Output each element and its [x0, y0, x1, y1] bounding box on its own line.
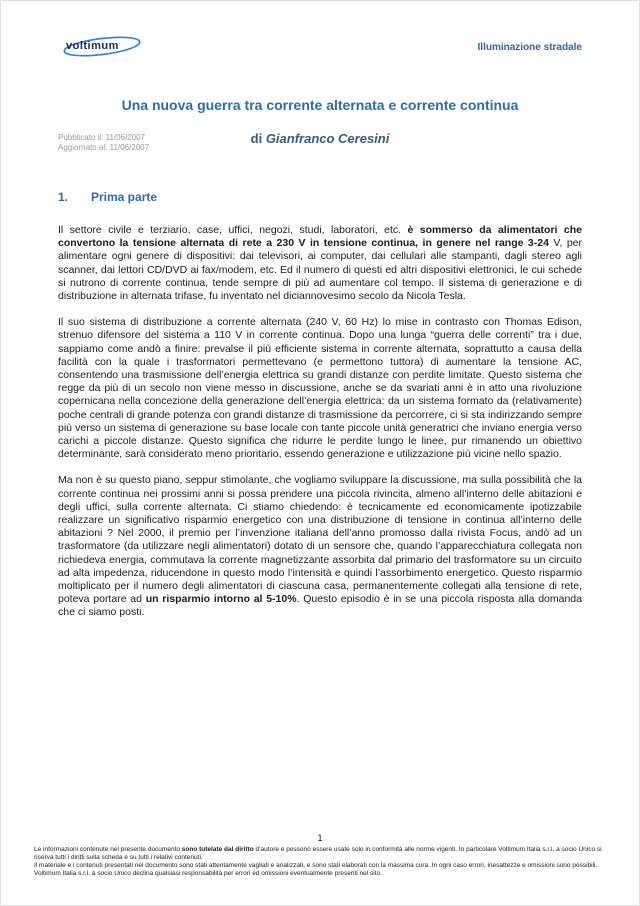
logo-wordmark: voltimum [66, 40, 119, 52]
meta-row [1, 131, 639, 157]
page-footer [34, 833, 606, 878]
paragraph-2: Il suo sistema di distribuzione a corrente alternata (240 V, 60 Hz) lo mise in contrasto con Thomas Edison, strenuo difensore del sistema a 110 V in corrente continua. Dopo una lunga “guerra delle correnti” tra i due, sappiamo come andò a finire: prevalse il più efficiente sistema in corrente alternata, soprattutto a causa della facilità con la quale i trasformatori permettevano (e permettono tuttora) di aumentare la tensione AC, consentendo una trasmissione dell’energia elettrica su grandi distanze con perdite limitate. Questo sistema che regge da più di un secolo non viene messo in discussione, anche se da svariati anni è in atto una rivoluzione copernicana nella concezione della generazione dell’energia elettrica: da un sistema formato da (relativamente) poche centrali di grande potenza con grandi distanze di trasmissione da percorrere, ci si sta indirizzando sempre più verso un sistema di generazione su base locale con tante piccole unità generatrici che inviano energia verso carichi a piccole distanze. Questo significa che ridurre le perdite lungo le linee, pur rimanendo un obiettivo determinante, sarà considerato meno prioritario, essendo generazione e utilizzazione più vicine nello spazio. [58, 316, 582, 461]
document-category: Illuminazione stradale [477, 42, 582, 53]
page-number: 1 [317, 833, 323, 843]
byline-prefix: di [250, 131, 266, 146]
legal-paragraph-2: Il materiale e i contenuti presentati nel documento sono stati attentamente vagliati e analizzati, e sono stati elaborati con la massima cura. In ogni caso errori, inesattezze e omissioni sono possibili. Voltimum Italia s.r.l. a socio Unico declina qualsiasi responsabilità per errori ed omissioni eventualmente presenti nel sito. [34, 862, 598, 877]
page-title: Una nuova guerra tra corrente alternata e corrente continua [121, 97, 519, 113]
article-body [58, 224, 582, 620]
section-number: 1. [58, 190, 69, 204]
publication-dates [58, 133, 149, 153]
paragraph-1: Il settore civile e terziario, case, uffici, negozi, studi, laboratori, etc. è sommerso da alimentatori che convertono la tensione alternata di rete a 230 V in tensione continua, in genere nel range 3-24 V, per alimentare ogni genere di dispositivi: dai televisori, ai computer, dai cellulari alle stampanti, dagli stereo agli scanner, dai lettori CD/DVD ai fax/modem, etc. Ed il numero di questi ed altri dispositivi elettronici, le cui schede si nutrono di corrente continua, tende sempre di più ad aumentare col tempo. Il sistema di generazione e di distribuzione in alternata trifase, fu inventato nel diciannovesimo secolo da Nicola Tesla. [58, 224, 582, 303]
legal-paragraph-1: Le informazioni contenute nel presente documento sono tutelate dal diritto d’autore e possono essere usate solo in conformità alle norme vigenti. In particolare Voltimum Italia s.r.l. a socio Unico si riserva tutti i diritti sulla scheda e su tutti i relativi contenuti. [34, 846, 602, 861]
updated-date: Aggiornato al: 11/06/2007 [58, 143, 150, 152]
published-date: Pubblicato il: 11/06/2007 [58, 133, 146, 142]
paragraph-3: Ma non è su questo piano, seppur stimolante, che vogliamo sviluppare la discussione, ma sulla possibilità che la corrente continua nei prossimi anni si possa prendere una piccola rivincita, almeno all’interno delle abitazioni e degli uffici, sulla corrente alternata. Ci stiamo chiedendo: è tecnicamente ed economicamente ipotizzabile realizzare un significativo risparmio energetico con una distribuzione di tensione in continua all’interno delle abitazioni ? Nel 2000, il premio per l’invenzione italiana dell’anno promosso dalla rivista Focus, andò ad un trasformatore (da utilizzare negli alimentatori) dotato di un sensore che, quando l’apparecchiatura collegata non richiedeva energia, commutava la corrente magnetizzante assorbita dal primario del trasformatore su un circuito ad alta impedenza, riducendone in questo modo l’intensità e quindi l’assorbimento energetico. Questo risparmio moltiplicato per il numero degli alimentatori di ciascuna casa, permanentemente collegati alla tensione di rete, poteva portare ad un risparmio intorno al 5-10%. Questo episodio è in se una piccola risposta alla domanda che ci siamo posti. [58, 474, 582, 619]
section-label: Prima parte [91, 190, 158, 204]
section-heading [58, 190, 582, 204]
legal-notice [34, 846, 606, 878]
page-header [1, 1, 639, 59]
author-name: Gianfranco Ceresini [265, 131, 390, 146]
voltimum-logo [58, 35, 144, 59]
